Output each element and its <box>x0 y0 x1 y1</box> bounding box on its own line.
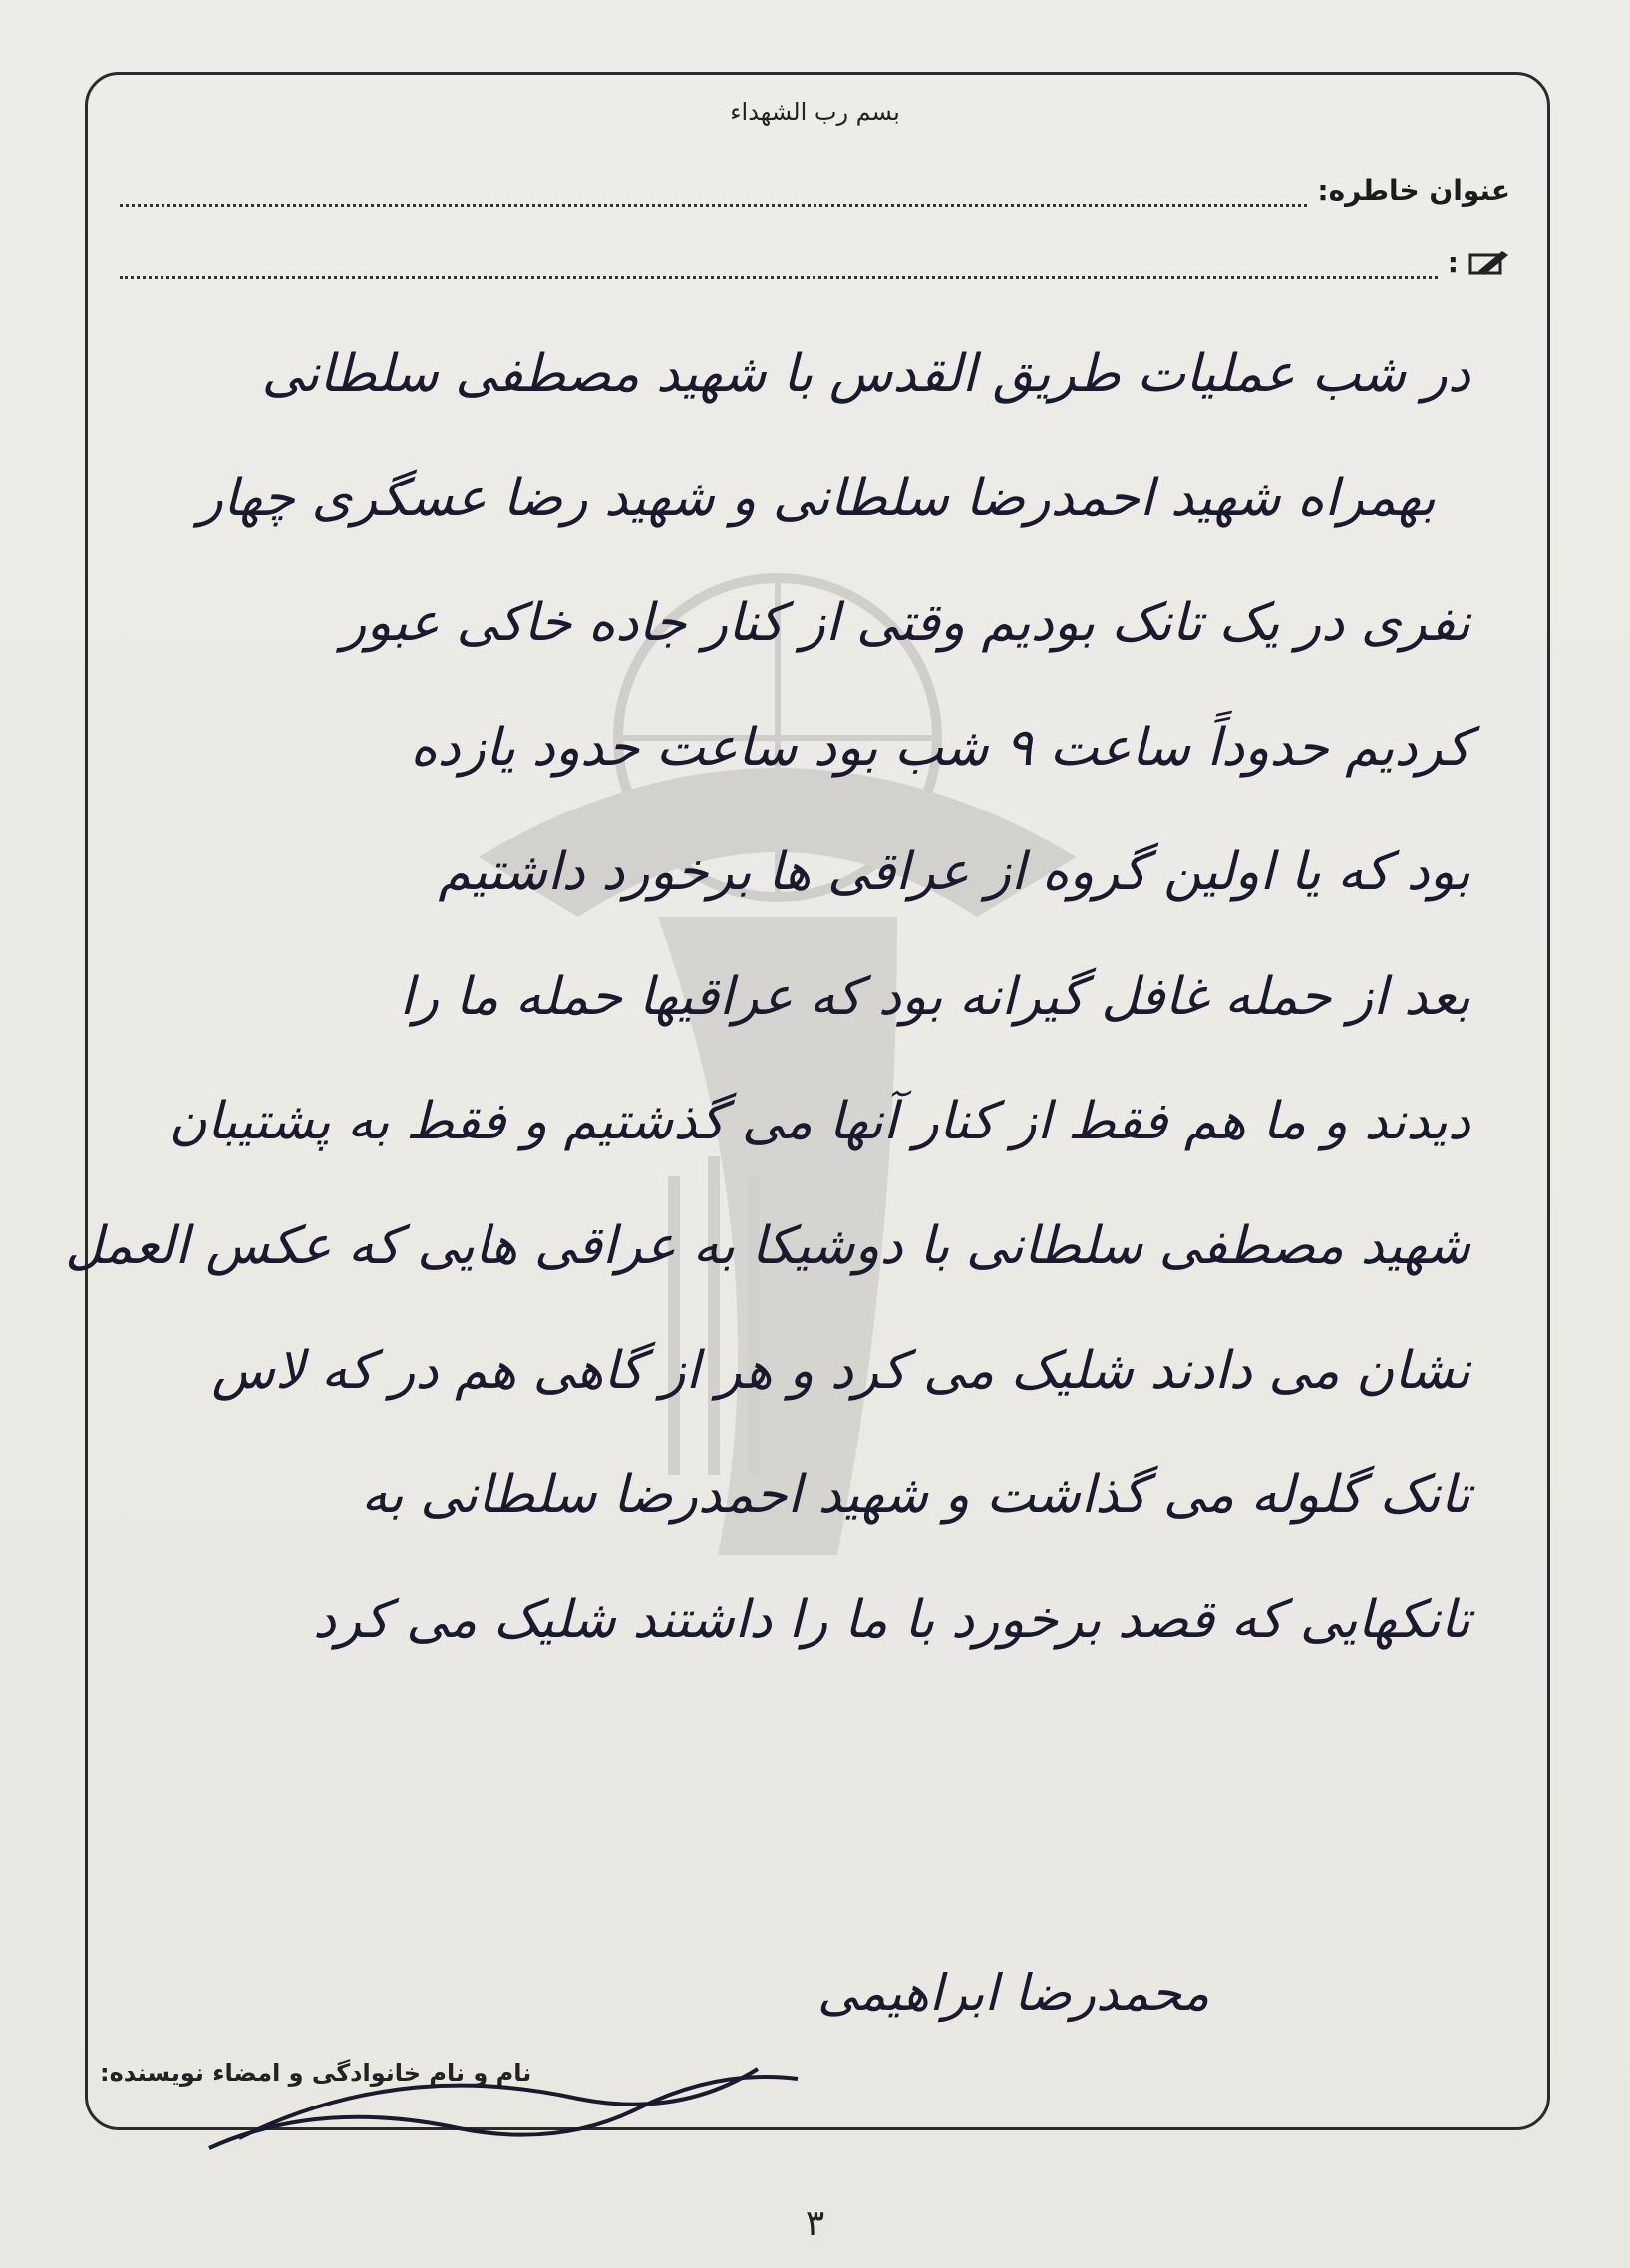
memoir-line: تانکهایی که قصد برخورد با ما را داشتند شلیک می کرد <box>313 1590 1470 1650</box>
memoir-title-row <box>120 167 1510 207</box>
memoir-line: دیدند و ما هم فقط از کنار آنها می گذشتیم و فقط به پشتیبان <box>168 1092 1470 1151</box>
memoir-line: بهمراه شهید احمدرضا سلطانی و شهید رضا عسگری چهار <box>197 469 1436 528</box>
signature-label: نام و نام خانوادگی و امضاء نویسنده: <box>100 2059 532 2087</box>
memoir-title-field[interactable] <box>120 190 1307 207</box>
memoir-line: شهید مصطفی سلطانی با دوشیکا به عراقی هایی که عکس العمل <box>65 1216 1470 1276</box>
signature-scribble <box>199 2039 817 2168</box>
memoir-line: بود که یا اولین گروه از عراقی ها برخورد داشتیم <box>438 842 1470 902</box>
memoir-subtitle-field[interactable] <box>120 262 1438 279</box>
memoir-title-label: عنوان خاطره: <box>1317 174 1510 207</box>
memoir-line: نفری در یک تانک بودیم وقتی از کنار جاده خاکی عبور <box>341 593 1470 653</box>
memoir-subtitle-colon: : <box>1447 246 1459 279</box>
memoir-line: در شب عملیات طریق القدس با شهید مصطفی سلطانی <box>261 344 1470 404</box>
memoir-line: تانک گلوله می گذاشت و شهید احمدرضا سلطانی به <box>361 1465 1470 1525</box>
memoir-line: کردیم حدوداً ساعت ۹ شب بود ساعت حدود یازده <box>410 718 1470 778</box>
memoir-line: نشان می دادند شلیک می کرد و هر از گاهی هم در که لاس <box>211 1341 1470 1401</box>
author-name: محمدرضا ابراهیمی <box>817 1964 1210 2022</box>
page-number: ۳ <box>805 2203 825 2244</box>
memoir-subtitle-row <box>120 239 1510 279</box>
memoir-line: بعد از حمله غافل گیرانه بود که عراقیها حمله ما را <box>399 967 1470 1027</box>
pen-icon <box>1468 247 1510 279</box>
header-bismillah: بسم رب الشهداء <box>730 98 900 126</box>
